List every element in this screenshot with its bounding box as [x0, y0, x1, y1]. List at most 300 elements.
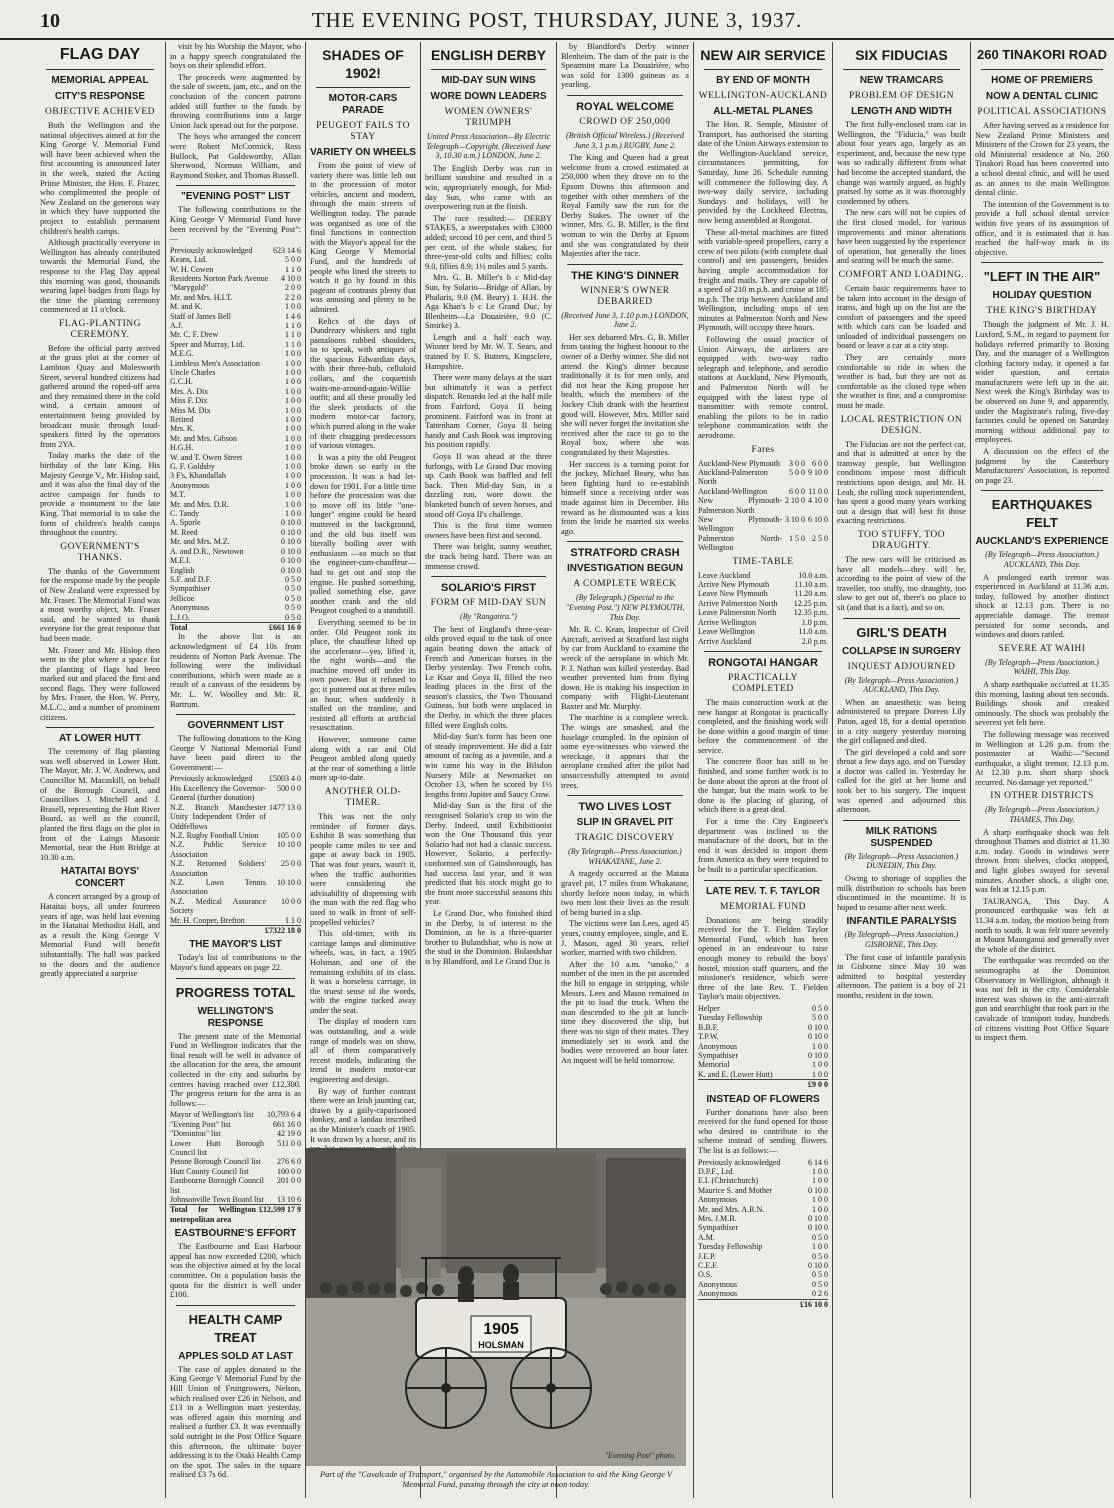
list-row-name: Helper: [698, 1003, 720, 1013]
list-row-name: Mr. and Mrs. H.I.T.: [170, 292, 233, 302]
list-row-amount: 105 0 0: [277, 830, 301, 840]
subhead: MOTOR-CARS PARADE: [328, 93, 398, 116]
list-row-name: Mr. C. F. Drew: [170, 330, 219, 340]
article-paragraph: The following message was received in Wellington at 1.26 p.m. from the postmaster at Waihi:—"Second earthquake, a slight tremor, 12.13 p.m. At 12.30 p.m. short sharp shock recurred. No damage yet reported.": [975, 729, 1109, 787]
page-number: 10: [40, 10, 60, 32]
divider: [176, 185, 295, 186]
fare-ret: 9 10 0: [808, 468, 828, 477]
list-row-amount: 661 16 0: [273, 1119, 301, 1129]
plate-name: HOLSMAN: [478, 1340, 524, 1350]
list-row: [698, 1176, 828, 1185]
list-row-name: N.Z. Lawn Tennis Association: [170, 877, 266, 897]
column-english-derby: [425, 42, 552, 1142]
list-row: [698, 1186, 828, 1195]
list-row: [170, 1176, 301, 1195]
list-row: [170, 293, 301, 302]
headline-progress: PROGRESS TOTAL: [175, 984, 296, 1000]
list-row: [170, 453, 301, 462]
subhead: INVESTIGATION BEGUN: [567, 563, 683, 575]
list-row-name: Mr. and Mrs. Gibson: [170, 433, 237, 443]
list-row-name: A.J.: [170, 320, 183, 330]
list-row: [170, 1120, 301, 1129]
article-paragraph: Following the usual practice of Union Airways, the airliners are equipped with two-way radio telegraph and telephone, and aerodio stations at Auckland, New Plymouth, and Palmerston North will be equipped with the latest type of transmitter with remote control, enabling the pilots to be in radio telephone communication with the aerodrome.: [698, 335, 828, 440]
article-paragraph: The following contributions to the King George V Memorial Fund have been received by the "Evening Post":—: [170, 205, 301, 244]
table-title: TIME-TABLE: [732, 556, 794, 567]
list-row-name: Leave Wellington: [698, 627, 755, 637]
list-row-name: Arrive Wellington: [698, 617, 757, 627]
list-row-name: Miss F. Dix: [170, 396, 208, 406]
list-row-amount: 1 0 0: [285, 433, 301, 443]
total-amount: £9 0 0: [698, 1080, 828, 1090]
article-paragraph: The earthquake was recorded on the seismographs at the Dominion Observatory in Wellington, although it was not felt in the city. Considerable interest was shown in the anti-aircraft gun and searchlight that took part in the cavalcade of transport today, hundreds of citizens visiting Post Office Square to inspect them.: [975, 956, 1109, 1043]
list-row-amount: 0 10 0: [808, 1214, 828, 1223]
divider: [567, 541, 683, 542]
divider: [704, 651, 822, 652]
article-paragraph: It was a pity the old Peugeot broke down so early in the procession. It was a bad let-down for 1901. For a little time before the procession was due to move off its little "one-lunger" engine could be heard muttered in the background, and the old bus itself was literally boiling over with enthusiasm —so much so that the engineer-cum-chauffeur—had to get out and stop the engine. He pushed something, pulled something else, gave another crank and the old Peugeot coughed to a standstill.: [310, 452, 416, 616]
fare-row: [698, 496, 828, 515]
list-row-amount: 2.0 p.m.: [801, 636, 828, 646]
list-row-name: T.P.W.: [698, 1032, 719, 1042]
list-row-name: E.I. (Christchurch): [698, 1176, 759, 1186]
article-paragraph: The victims were Ian Lees, aged 45 years, county employee, single, and E. J. Mason, aged 30 years, relief worker, married with two children.: [561, 919, 689, 958]
list-row-name: N.Z. Branch Manchester Unity Independent Order of Oddfellows: [170, 802, 266, 831]
fare-ret: 6 0 0: [812, 458, 828, 468]
section-subhead: TOO STUFFY, TOO DRAUGHTY.: [857, 529, 946, 551]
article-paragraph: The machine is a complete wreck. The wings are smashed, and the fuselage crumpled. In the opinion of some eye-witnesses who viewed the wreckage, it appears that the aeroplane crashed after the pilot had unsuccessfully attempted to avoid trees.: [561, 713, 689, 790]
list-row-amount: 201 0 0: [277, 1176, 301, 1186]
list-row: [170, 774, 301, 783]
article-paragraph: Further donations have also been received for the fund opened for those who desired to contribute to the scheme instead of sending flowers. The list is as follows:—: [698, 1107, 828, 1155]
subhead: THE KING'S BIRTHDAY: [986, 306, 1098, 317]
list-row-name: Mr. and Mrs. D.R.: [170, 499, 229, 509]
list-row-amount: 0 5 0: [285, 584, 301, 594]
divider: [46, 727, 154, 728]
divider: [567, 95, 683, 96]
section-head: GOVERNMENT LIST: [187, 720, 284, 732]
subhead: CITY'S RESPONSE: [54, 91, 146, 102]
section-subhead: SEVERE AT WAIHI: [998, 643, 1086, 654]
list-row-amount: 1 0 0: [285, 509, 301, 519]
fare-single: 6 0 0: [789, 486, 805, 496]
article-paragraph: The English Derby was run in brilliant sunshine and resulted in a win, appropriately enough, for Mid-day Sun, who came with an overpowering run at the finish.: [425, 163, 552, 212]
list-row-amount: 0 10 0: [808, 1261, 828, 1271]
list-row-name: Mrs. A. Dix: [170, 386, 209, 396]
section-head: MILK RATIONS SUSPENDED: [865, 825, 938, 849]
list-row-name: Previously acknowledged: [170, 245, 253, 255]
byline: (By Telegraph—Press Association.) GISBORNE, This Day.: [844, 930, 959, 949]
list-row-amount: 12.35 p.m.: [793, 608, 828, 618]
list-row: [170, 518, 301, 527]
article-paragraph: The boys who arranged the concert were Robert McCormick, Ross Bullock, Pat Goldsworthy, Allan Sherwood, Norman William, and Raymond Stoker, and Thomas Russell.: [170, 132, 301, 180]
list-row: [170, 1195, 301, 1204]
list-row-name: Mrs. K.: [170, 424, 195, 434]
article-paragraph: The present state of the Memorial Fund in Wellington indicates that the final result will be well in advance of the allocation for the area, the amount collected in the city and suburbs by centres having reached over £12,300. The progress return for the area is as follows:—: [170, 1031, 301, 1108]
list-row-amount: 1 0 0: [285, 386, 301, 396]
section-head: EASTBOURNE'S EFFORT: [174, 1228, 297, 1240]
list-row: [698, 1214, 828, 1223]
list-row: [698, 1270, 828, 1279]
list-row: [698, 1242, 828, 1251]
headline-left-in-the-air: "LEFT IN THE AIR": [983, 269, 1101, 285]
column-tramcars: [837, 42, 966, 1498]
section-subhead: AT LOWER HUTT: [58, 733, 142, 745]
article-paragraph: The thanks of the Government for the response made by the people of New Zealand were expressed by Mr. Fraser. The Memorial Fund was a most worthy object, Mr. Fraser said, and he wanted to thank everyone for the great response that had been made.: [40, 566, 160, 643]
list-row-name: English: [170, 565, 195, 575]
list-row-amount: 1 0 0: [285, 480, 301, 490]
list-row: [698, 599, 828, 608]
article-paragraph: However, someone came along with a car and Old Peugeot ambled along quietly at the rear of something a little more up-to-date.: [310, 735, 416, 783]
list-row-amount: 6 14 6: [808, 1157, 828, 1167]
article-paragraph: The Fiducias are not the perfect car, and that is admitted at once by the tramway people, but Wellington conditions impose most difficult restrictions upon design, and Mr. H. Leah, the rolling stock superintendent, has spent a good many years working out a design that will best fit those exacting restrictions.: [837, 439, 966, 526]
list-row: [698, 589, 828, 598]
list-row: [170, 406, 301, 415]
list-row-amount: 1 0 0: [285, 367, 301, 377]
section-subhead: LOCAL RESTRICTION ON DESIGN.: [840, 414, 963, 436]
list-row: [170, 415, 301, 424]
headline-girls-death: GIRL'S DEATH: [856, 624, 947, 640]
list-row-name: W. H. Cowen: [170, 264, 214, 274]
subhead: WELLINGTON'S RESPONSE: [197, 1005, 274, 1029]
list-row-amount: 1 0 0: [285, 302, 301, 312]
section-head: "EVENING POST" LIST: [181, 191, 290, 203]
article-paragraph: Owing to shortage of supplies the milk distribution to schools has been discontinued in the meantime. It is hoped to resume after next week.: [837, 874, 966, 912]
list-row: [698, 571, 828, 580]
flowers-total: [698, 1299, 828, 1309]
list-row-name: Previously acknowledged: [170, 774, 253, 784]
article-paragraph: A concert arranged by a group of Hataitai boys, all under fourteen years of age, was held last evening in the Hataitai Methodist Hall, and as a result the King George V Memorial Fund will benefit substantially. The hall was packed to the doors and the audience greatly appreciated a surprise: [40, 892, 160, 979]
list-row: [698, 1280, 828, 1289]
list-row: [170, 434, 301, 443]
subhead: MID-DAY SUN WINS: [441, 75, 536, 86]
list-row: [170, 368, 301, 377]
list-row: [170, 424, 301, 433]
subhead: PROBLEM OF DESIGN: [848, 91, 955, 101]
list-row-amount: 1 0 0: [285, 452, 301, 462]
list-row-name: Anonymous: [698, 1195, 738, 1205]
section-head: RONGOTAI HANGAR: [708, 656, 818, 669]
column-rule: [165, 42, 166, 1498]
list-row-amount: 2 2 0: [285, 292, 301, 302]
list-row-name: A.M.: [698, 1232, 715, 1242]
list-row: [698, 608, 828, 617]
list-row-amount: 1 4 6: [285, 311, 301, 321]
list-row: [170, 500, 301, 509]
byline: (By Telegraph.) (Special to the "Evening Post.") NEW PLYMOUTH, This Day.: [565, 593, 685, 622]
article-paragraph: Everything seemed to be in order. Old Peugeot took its place, the chauffeur lifted up the accelerator—yes, lifted it, the right words—and the machine moved off under its own power. But it refused to go; it puttered out at three miles an hour, when suddenly it stalled on the tramline, and resisted all efforts at artificial resuscitation.: [310, 617, 416, 733]
list-row: [170, 349, 301, 358]
subhead: PEUGEOT FAILS TO STAY: [316, 121, 410, 142]
article-paragraph: By way of further contrast there were an Irish jaunting car, drawn by a gaily-caparisoned donkey, and a landau inscribed as the Minister's coach of 1905. It was drawn by a horse, and its: [310, 1086, 416, 1144]
list-row-name: H.G.H.: [170, 443, 194, 453]
subhead: VARIETY ON WHEELS: [310, 147, 416, 158]
list-row: [170, 321, 301, 330]
list-row-amount: 0 10 0: [281, 537, 301, 547]
article-paragraph: A tragedy occurred at the Matata gravel pit, 17 miles from Whakatane, shortly before noon today, in which two men lost their lives as the result of being buried in a slip.: [561, 869, 689, 917]
list-row: [170, 1157, 301, 1166]
list-row-amount: 1 0 0: [285, 499, 301, 509]
list-row-amount: 10 10 0: [277, 840, 301, 850]
divider: [843, 618, 960, 619]
list-row-amount: £5003 4 0: [269, 774, 301, 784]
list-row: [698, 1051, 828, 1060]
list-row-amount: 11.0 a.m.: [798, 627, 828, 637]
fare-route: Palmerston North-Wellington: [698, 533, 782, 553]
list-row-name: Speer and Murray, Ltd.: [170, 339, 245, 349]
list-row-amount: 1 1 0: [285, 320, 301, 330]
subhead: WELLINGTON-AUCKLAND: [698, 91, 828, 101]
list-row-amount: 1 0 0: [285, 462, 301, 472]
list-row-name: A. Sporle: [170, 518, 201, 528]
list-row: [170, 840, 301, 859]
article-paragraph: The ceremony of flag planting was well observed in Lower Hutt. The Mayor, Mr. J. W. Andrews, and Councillor M. Macaskill, on behalf of the Borough Council, and Councillors J. Mitchell and J. Brasell, representing the Hutt River Board, as well as the council, planted the first flags on the plot in front of the Laings Masonic Memorial, near the Hutt Bridge at 10.30 a.m.: [40, 747, 160, 862]
article-paragraph: Relics of the days of Dundreary whiskers and tight pantaloons rubbed shoulders, so to speak, with antiques of the spacious Edwardian days, with their three-hub, celluloid collars, and the coquettish waits-me-around-again-Willie outfit; and all these proudly led the sleek products of the modern motor-car factory, which purred along in the wake of their chugging predecessors of various vintages.: [310, 316, 416, 451]
byline: (By "Rangatira."): [460, 612, 517, 622]
subhead: PRACTICALLY COMPLETED: [728, 672, 798, 694]
article-paragraph: They are certainly more comfortable to ride in when the weather is bad, but they are not as comfortable as the closed type when the weather is fine, and a compromise must be made.: [837, 353, 966, 411]
list-row: [170, 359, 301, 368]
fare-row: [698, 459, 828, 468]
subhead: SLIP IN GRAVEL PIT: [576, 817, 674, 829]
article-paragraph: The first case of infantile paralysis in Gisborne since May 10 was admitted to hospital yesterday afternoon. The patient is a boy of 21 months, resident in the town.: [837, 952, 966, 1000]
list-row-amount: 2 0 0: [285, 283, 301, 293]
list-row: [698, 580, 828, 589]
list-row-amount: 0 10 0: [281, 527, 301, 537]
list-row-amount: 0 10 0: [808, 1050, 828, 1060]
list-row-name: O.S.: [698, 1270, 713, 1280]
list-row: [170, 784, 301, 803]
list-row-amount: 1 0 0: [812, 1195, 828, 1205]
subhead: A COMPLETE WRECK: [573, 579, 677, 590]
list-row: [698, 618, 828, 627]
list-row-amount: 10.0 a.m.: [798, 570, 828, 580]
article-paragraph: Her success is a turning point for the jockey, Michael Beary, who has been fighting hard to re-establish himself since a receiving order was made against him in December. His reward as he dismounted was a kiss from the bride he married six weeks ago.: [561, 459, 689, 536]
taylor-fund-table: [698, 1004, 828, 1079]
list-row-amount: 1 0 0: [812, 1041, 828, 1051]
divider: [704, 880, 822, 881]
progress-table: [170, 1110, 301, 1204]
list-row: [170, 803, 301, 831]
list-row: [170, 916, 301, 925]
flowers-table: [698, 1158, 828, 1299]
list-row-amount: 0 10 0: [808, 1223, 828, 1233]
article-paragraph: Though the judgment of Mr. J. H. Luxford, S.M., in regard to payment for holidays referred primarily to Boxing Day, and the manager of a Wellington clothing factory today, it opened a far wider question, and certain manufacturers were left up in the air. Next week the King's Birthday was to be observed on June 9, and apparently, under the Magistrate's ruling, five-day factories could be opened on Saturday morning without additional pay to employees.: [975, 320, 1109, 445]
subhead: WINNER'S OWNER DEBARRED: [580, 285, 670, 307]
column-motor-parade: [310, 42, 416, 1142]
section-subhead: HATAITAI BOYS' CONCERT: [61, 866, 139, 890]
fare-route: Auckland-New Plymouth: [698, 458, 780, 468]
headline-earthquakes: EARTHQUAKES FELT: [991, 497, 1093, 531]
list-row-amount: 100 0 0: [277, 1166, 301, 1176]
divider: [981, 262, 1103, 263]
list-row: [170, 509, 301, 518]
article-paragraph: The following donations to the King George V National Memorial Fund have been paid direct to the Government:—: [170, 734, 301, 772]
list-row-amount: 13 10 6: [277, 1194, 301, 1204]
section-head: THE MAYOR'S LIST: [189, 939, 282, 951]
fare-single: 2 10 0: [785, 496, 805, 506]
list-row-name: Sympathiser: [698, 1050, 738, 1060]
list-row-amount: 500 0 0: [277, 783, 301, 793]
list-row-name: M.E.I.: [170, 556, 191, 566]
list-row-name: Leave New Plymouth: [698, 589, 768, 599]
byline: (British Official Wireless.) (Received June 3, 1 p.m.) RUGBY, June 2.: [566, 130, 684, 150]
article-paragraph: When an anaesthetic was being administered to prepare Doreen Lily Paton, aged 18, for a dental operation in a city surgery yesterday morning the girl collapsed and died.: [837, 697, 966, 746]
list-row: [170, 556, 301, 565]
list-row-name: M.E.G.: [170, 349, 194, 359]
article-paragraph: TAURANGA, This Day. A pronounced earthquake was felt at 11.34 a.m. today, the motion being from north to south. It was felt more severely at Mount Maunganui and generally over the whole of the district.: [975, 896, 1109, 954]
divider: [431, 576, 546, 577]
list-row: [170, 377, 301, 386]
subhead: WORE DOWN LEADERS: [430, 91, 547, 102]
list-row-name: Anonymous: [698, 1279, 738, 1289]
divider: [176, 714, 295, 715]
article-paragraph: Certain basic requirements have to be taken into account in the design of trams, and high up on the list are the comfort of passengers and the speed with which cars can be loaded and unloaded of individual passengers on board or leave a car at a city stop.: [837, 283, 966, 351]
article-paragraph: The concrete floor has still to be finished, and some further work is to be done about the apron at the front of the hangar, but the main work to be done is the placing of glazing, of which there is a great deal.: [698, 757, 828, 815]
photo-caption: Part of the "Cavalcade of Transport," organised by the Automobile Association to aid the King George V Memorial Fund, passing through the city at noon today.: [319, 1470, 672, 1489]
list-row: [170, 613, 301, 622]
byline: (By Telegraph—Press Association.) WHAKATANE, June 2.: [568, 847, 682, 866]
list-row-amount: 1 0 0: [285, 405, 301, 415]
column-rule: [832, 42, 833, 1498]
list-row-amount: 0 5 0: [812, 1232, 828, 1242]
list-row-name: Anonymous: [698, 1289, 738, 1299]
progress-total: [170, 1204, 301, 1224]
list-row-amount: 1 0 0: [812, 1060, 828, 1070]
list-row: [170, 528, 301, 537]
fare-single: 1 5 0: [789, 533, 805, 543]
list-row-amount: 0 2 6: [812, 1289, 828, 1299]
section-subhead: GOVERNMENT'S THANKS.: [60, 541, 140, 563]
article-paragraph: This old-timer, with its carriage lamps and diminutive wheels, was, in fact, a 1905 Holsman, and one of the remaining exhibits of its class. It was a horseless carriage, in the truest sense of the words, with the engine tucked away under the seat.: [310, 929, 416, 1015]
list-row: [170, 490, 301, 499]
list-row: [698, 1042, 828, 1051]
subhead: NEW TRAMCARS: [859, 75, 944, 86]
fare-row: [698, 534, 828, 553]
list-row: [170, 302, 301, 311]
byline: (By Telegraph—Press Association.) THAMES, This Day.: [985, 805, 1099, 825]
fare-row: [698, 487, 828, 496]
article-paragraph: Mr. Fraser and Mr. Hislop then went to the plot where a space for the planting of flags had been marked out and placed the first and second flags. They were followed by Mrs. Fraser, the Hon. W. Perry, M.L.C., and a number of prominent citizens.: [40, 645, 160, 722]
list-row-name: M. Reed: [170, 527, 198, 537]
list-row-amount: 1 0 0: [812, 1069, 828, 1079]
list-row-name: Jellicoe: [170, 593, 195, 603]
divider: [176, 1305, 295, 1306]
newspaper-title: THE EVENING POST, THURSDAY, JUNE 3, 1937.: [311, 8, 803, 32]
divider: [981, 69, 1103, 70]
article-paragraph: Length and a half each way. Winner bred by Mr. W. T. Sears, and trained by F. S. Butters, Kingsclere, Hampshire.: [425, 332, 552, 371]
list-row-amount: 10 10 0: [277, 877, 301, 887]
list-row-amount: 1 0 0: [285, 349, 301, 359]
government-total: [170, 925, 301, 935]
list-row-name: B.B.F.: [698, 1022, 719, 1032]
article-paragraph: Le Grand Duc, who finished third in the Derby, is of interest to the Dominion, as he is a three-quarter brother to Bulandshar, who is now at the stud in the Dominion. Bulandshar is by Blandford, and Le Grand Duc is: [425, 908, 552, 966]
list-row: [170, 575, 301, 584]
list-row-name: C.E.F.: [698, 1261, 719, 1271]
subhead: BY END OF MONTH: [716, 75, 810, 86]
list-row-name: "Evening Post" list: [170, 1119, 231, 1129]
list-row: [170, 1167, 301, 1176]
photo-credit: "Evening Post" photo.: [604, 1451, 676, 1460]
total-label: Total for Wellington metropolitan area: [170, 1205, 256, 1224]
list-row-name: Petone Borough Council list: [170, 1157, 261, 1167]
list-row-amount: 0 5 0: [285, 593, 301, 603]
list-row: [698, 627, 828, 636]
total-amount: £661 16 0: [214, 622, 301, 632]
article-paragraph: The race resulted:— DERBY STAKES, a sweepstakes with £3000 added; second 10 per cent, and third 5 per cent. of the whole stakes; for three-year-old colts and fillies; colts 9.0, fillies 8.9; 1½ miles and 5 yards.: [425, 213, 552, 271]
divider: [567, 264, 683, 265]
article-paragraph: This was not the only reminder of former days. Exhibit B was something that people came miles to see and gape at away back in 1905. That was four years, wasn't it, when the traffic authorities were considering the advisability of dispensing with the man with the red flag who used to walk in front of self-propelled vehicles?: [310, 812, 416, 927]
list-row-name: Memorial: [698, 1060, 730, 1070]
list-row: [698, 1205, 828, 1214]
list-row-name: Arrive New Plymouth: [698, 580, 770, 590]
list-row-name: Mr. and Mrs. M.Z.: [170, 537, 230, 547]
section-subhead: COMFORT AND LOADING.: [838, 269, 965, 280]
taylor-fund-total: [698, 1079, 828, 1089]
article-paragraph: Her sex debarred Mrs. G. B. Miller from tasting the highest honour to the owner of a Derby winner. She did not attend the King's dinner because traditionally it is for men only, and did not hear the King propose her health, which the members of the Jockey Club drank with the heartiest good will. However, Mrs. Miller said she will never forget the invitation she received after the race to go to the Royal box, where she was congratulated by their Majesties.: [561, 332, 689, 457]
fare-route: Auckland-Palmerston North: [698, 468, 768, 487]
list-row-name: Previously acknowledged: [698, 1157, 781, 1167]
list-row: [170, 246, 301, 255]
column-lists: [170, 42, 301, 1498]
list-row-name: Hutt County Council list: [170, 1166, 249, 1176]
plate-year: 1905: [483, 1321, 519, 1338]
list-row-name: C. Tandy: [170, 509, 200, 519]
list-row-amount: 1 1 0: [285, 264, 301, 274]
list-row-name: Staff of James Bell: [170, 311, 231, 321]
article-paragraph: A prolonged earth tremor was experienced in Auckland at 11.36 a.m. today, followed by another distinct shock at 12.13 p.m. There is no appreciable damage. The tremor persisted for some seconds, and windows and doors rattled.: [975, 572, 1109, 640]
list-row: [698, 1013, 828, 1022]
list-row: [170, 312, 301, 321]
list-row-name: Miss M. Dix: [170, 405, 211, 415]
section-head: STRATFORD CRASH: [570, 547, 680, 560]
list-row-amount: 0 10 0: [808, 1022, 828, 1032]
list-row-name: Maurice S. and Mother: [698, 1185, 773, 1195]
article-paragraph: Mid-day Sun's form has been one of steady improvement. He did a fair amount of racing as a juvenile, and a win came his way in the Bilsdon Nursery Mile at Newmarket on October 13, when he scored by 1½ lengths from Jupiter and Saucy Crow.: [425, 732, 552, 799]
subhead: MEMORIAL APPEAL: [51, 75, 149, 86]
article-paragraph: Mid-day Sun is the first of the recognised Solario's crop to win the Derby. Indeed, until Exhibitionist won the One Thousand this year Solario had not had a classic success. However, Solario, a perfectly-conformed son of Gainsborough, has had success last year, and it was predicted that his stock might go to the front more successful seasons this year.: [425, 801, 552, 907]
headline-shades: SHADES OF 1902!: [322, 47, 404, 81]
list-row-amount: 0 10 0: [281, 556, 301, 566]
list-row-name: W. and T. Owen Street: [170, 452, 243, 462]
article-paragraph: In the above list is an acknowledgment of £4 10s from residents of Norton Park Avenue. The following were the individual contributions, which were made as a result of a canvass of the residents by Mr. L. W. Woolley and Mr. R. Bartrum.: [170, 632, 301, 709]
list-row-name: N.Z. Returned Soldiers' Association: [170, 859, 266, 878]
list-row-name: Arrive Auckland: [698, 636, 752, 646]
article-paragraph: Donations are being steadily received for the T. Fielden Taylor Memorial Fund, which has been opened in an endeavour to raise enough money to rebuild the boys' hostel, mission staff quarters, and the missioner's residence, which were three of the late Rev. T. Fielden Taylor's main objectives.: [698, 915, 828, 1002]
section-subhead: ANOTHER OLD-TIMER.: [324, 787, 402, 808]
list-row-name: Anonymous: [170, 603, 210, 613]
subhead: FORM OF MID-DAY SUN: [430, 598, 547, 609]
list-row-name: Mayor of Wellington's list: [170, 1110, 254, 1120]
list-row-amount: 1 0 0: [285, 415, 301, 424]
list-row-amount: 0 5 0: [285, 574, 301, 584]
divider: [843, 69, 960, 70]
list-row-amount: 511 0 0: [277, 1138, 301, 1148]
section-head: LATE REV. T. F. TAYLOR: [706, 885, 820, 897]
list-row-name: Sympathiser: [698, 1223, 738, 1233]
list-row-amount: 5 0 0: [285, 255, 301, 265]
article-paragraph: The proceeds were augmented by the sale of sweets, jam, etc., and on the conclusion of the concert patrons added still further to the funds by throwing contributions into a large Union Jack spread out for the purpose.: [170, 72, 301, 130]
article-paragraph: These all-metal machines are fitted with variable-speed propellers, carry a crew of two pilots (with complete dual control) and ten passengers, besides having ample accommodation for freight and mails. They are capable of a speed of 210 m.p.h. and cruise at 185 m.p.h. The trip between Auckland and Wellington, including stops of ten minutes at Palmerston North and New Plymouth, will occupy three hours.: [698, 227, 828, 333]
list-row-name: Sympathiser: [170, 584, 210, 594]
list-row-name: Arrive Palmerston North: [698, 598, 778, 608]
list-row: [170, 878, 301, 897]
headline-fiducias: SIX FIDUCIAS: [855, 47, 948, 63]
fare-route: Auckland-Wellington: [698, 486, 768, 496]
list-row: [170, 462, 301, 471]
list-row-amount: 1 0 0: [285, 396, 301, 406]
article-paragraph: by Blandford's Derby winner Blenheim. The dam of the pair is the Spearmint mare La Douairière, who was sold for 1300 guineas as a yearling.: [561, 42, 689, 90]
list-row-name: "Marygold": [170, 283, 209, 293]
list-row: [170, 387, 301, 396]
